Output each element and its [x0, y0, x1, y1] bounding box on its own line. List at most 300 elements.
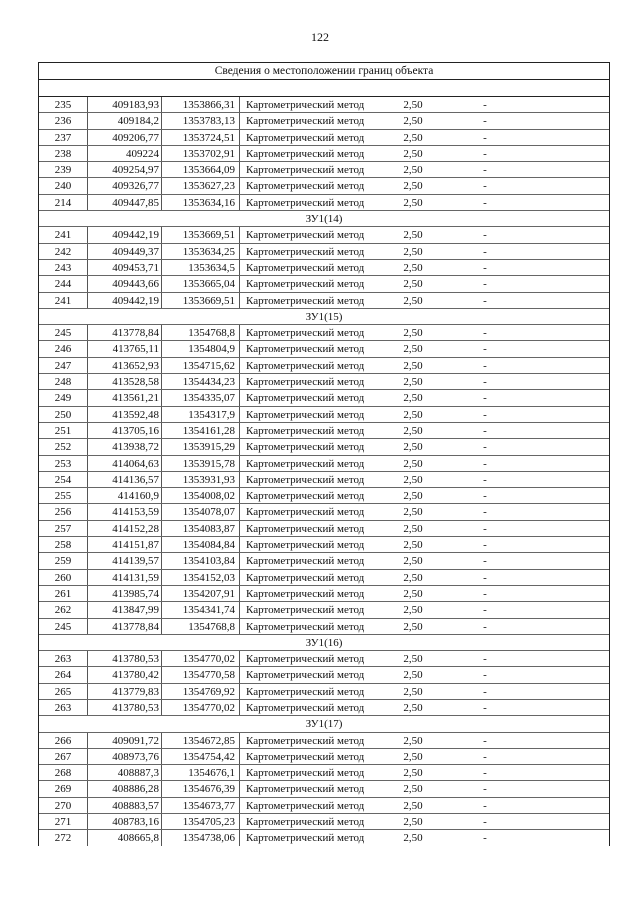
cell-method: Картометрический метод — [239, 113, 385, 128]
cell-method: Картометрический метод — [239, 374, 385, 389]
cell-point-number: 253 — [54, 457, 72, 470]
cell-coord-x: 414139,57 — [87, 553, 161, 568]
cell-accuracy: 2,50 — [403, 278, 423, 291]
cell-coord-x: 413592,48 — [87, 407, 161, 422]
cell-method: Картометрический метод — [239, 504, 385, 519]
cell-note: - — [483, 685, 487, 698]
section-label: ЗУ1(14) — [305, 213, 343, 226]
cell-note: - — [483, 99, 487, 111]
cell-coord-y: 1354317,9 — [161, 407, 239, 422]
cell-note: - — [483, 653, 487, 666]
cell-accuracy: 2,50 — [403, 245, 423, 258]
cell-point-number: 265 — [54, 685, 72, 698]
section-header-row — [39, 634, 609, 650]
cell-note: - — [483, 294, 487, 307]
cell-coord-y: 1353665,04 — [161, 276, 239, 291]
cell-coord-x: 413765,11 — [87, 341, 161, 356]
cell-coord-y: 1354673,77 — [161, 798, 239, 813]
cell-point-number: 272 — [54, 832, 72, 845]
cell-coord-y: 1353866,31 — [161, 97, 239, 112]
cell-note: - — [483, 424, 487, 437]
table-row — [39, 487, 609, 503]
cell-note: - — [483, 327, 487, 340]
cell-note: - — [483, 620, 487, 633]
cell-coord-x: 413705,16 — [87, 423, 161, 438]
cell-accuracy: 2,50 — [403, 147, 423, 160]
cell-note: - — [483, 180, 487, 193]
cell-point-number: 255 — [54, 490, 72, 503]
cell-coord-x: 408783,16 — [87, 814, 161, 829]
table-header-blank-row — [39, 80, 609, 96]
cell-accuracy: 2,50 — [403, 604, 423, 617]
cell-method: Картометрический метод — [239, 260, 385, 275]
table-row — [39, 455, 609, 471]
cell-coord-x: 413780,42 — [87, 667, 161, 682]
cell-point-number: 242 — [54, 245, 72, 258]
cell-accuracy: 2,50 — [403, 539, 423, 552]
cell-note: - — [483, 734, 487, 747]
cell-coord-x: 409453,71 — [87, 260, 161, 275]
cell-coord-x: 409442,19 — [87, 227, 161, 242]
cell-coord-y: 1354161,28 — [161, 423, 239, 438]
table-row — [39, 357, 609, 373]
cell-coord-y: 1354152,03 — [161, 570, 239, 585]
cell-coord-y: 1354008,02 — [161, 488, 239, 503]
cell-accuracy: 2,50 — [403, 555, 423, 568]
cell-accuracy: 2,50 — [403, 750, 423, 763]
cell-note: - — [483, 457, 487, 470]
cell-accuracy: 2,50 — [403, 327, 423, 340]
cell-accuracy: 2,50 — [403, 490, 423, 503]
table-row — [39, 601, 609, 617]
cell-method: Картометрический метод — [239, 423, 385, 438]
cell-coord-y: 1353702,91 — [161, 146, 239, 161]
section-header-row — [39, 308, 609, 324]
table-row — [39, 536, 609, 552]
cell-coord-y: 1354738,06 — [161, 830, 239, 845]
cell-note: - — [483, 278, 487, 291]
cell-coord-x: 413847,99 — [87, 602, 161, 617]
cell-point-number: 237 — [54, 131, 72, 144]
cell-note: - — [483, 604, 487, 617]
cell-coord-x: 414160,9 — [87, 488, 161, 503]
cell-accuracy: 2,50 — [403, 473, 423, 486]
cell-coord-x: 414152,28 — [87, 521, 161, 536]
cell-coord-x: 409442,19 — [87, 293, 161, 308]
cell-coord-x: 414151,87 — [87, 537, 161, 552]
cell-note: - — [483, 750, 487, 763]
cell-coord-y: 1353915,29 — [161, 439, 239, 454]
section-label: ЗУ1(15) — [305, 310, 343, 323]
cell-coord-y: 1354754,42 — [161, 749, 239, 764]
table-row — [39, 194, 609, 210]
cell-method: Картометрический метод — [239, 439, 385, 454]
cell-point-number: 248 — [54, 376, 72, 389]
cell-point-number: 258 — [54, 539, 72, 552]
cell-method: Картометрический метод — [239, 227, 385, 242]
cell-method: Картометрический метод — [239, 456, 385, 471]
table-row — [39, 96, 609, 112]
cell-accuracy: 2,50 — [403, 522, 423, 535]
cell-point-number: 252 — [54, 441, 72, 454]
cell-point-number: 270 — [54, 799, 72, 812]
cell-coord-y: 1354770,02 — [161, 700, 239, 715]
section-label: ЗУ1(17) — [305, 718, 343, 731]
cell-note: - — [483, 816, 487, 829]
table-row — [39, 129, 609, 145]
cell-point-number: 243 — [54, 261, 72, 274]
cell-coord-y: 1353634,5 — [161, 260, 239, 275]
table-body — [39, 96, 609, 846]
cell-coord-y: 1354078,07 — [161, 504, 239, 519]
cell-note: - — [483, 147, 487, 160]
table-row — [39, 243, 609, 259]
section-header-row — [39, 210, 609, 226]
table-row — [39, 552, 609, 568]
cell-note: - — [483, 196, 487, 209]
cell-coord-x: 413528,58 — [87, 374, 161, 389]
cell-coord-y: 1354341,74 — [161, 602, 239, 617]
table-row — [39, 161, 609, 177]
cell-note: - — [483, 473, 487, 486]
cell-coord-y: 1353634,25 — [161, 244, 239, 259]
cell-note: - — [483, 506, 487, 519]
cell-coord-x: 408973,76 — [87, 749, 161, 764]
cell-accuracy: 2,50 — [403, 131, 423, 144]
cell-accuracy: 2,50 — [403, 506, 423, 519]
cell-point-number: 236 — [54, 115, 72, 128]
table-row — [39, 829, 609, 845]
cell-point-number: 267 — [54, 750, 72, 763]
cell-coord-x: 409224 — [87, 146, 161, 161]
cell-accuracy: 2,50 — [403, 799, 423, 812]
table-row — [39, 732, 609, 748]
cell-method: Картометрический метод — [239, 97, 385, 112]
cell-note: - — [483, 343, 487, 356]
cell-point-number: 249 — [54, 392, 72, 405]
cell-coord-y: 1354768,8 — [161, 619, 239, 634]
cell-point-number: 241 — [54, 294, 72, 307]
table-row — [39, 177, 609, 193]
cell-accuracy: 2,50 — [403, 115, 423, 128]
cell-accuracy: 2,50 — [403, 767, 423, 780]
cell-method: Картометрический метод — [239, 553, 385, 568]
cell-note: - — [483, 555, 487, 568]
cell-coord-x: 408886,28 — [87, 781, 161, 796]
table-row — [39, 650, 609, 666]
cell-coord-y: 1354715,62 — [161, 358, 239, 373]
section-header-row — [39, 715, 609, 731]
cell-coord-y: 1354084,84 — [161, 537, 239, 552]
cell-coord-y: 1354769,92 — [161, 684, 239, 699]
cell-method: Картометрический метод — [239, 749, 385, 764]
cell-coord-x: 413778,84 — [87, 325, 161, 340]
cell-coord-x: 409326,77 — [87, 178, 161, 193]
cell-method: Картометрический метод — [239, 830, 385, 845]
cell-note: - — [483, 408, 487, 421]
cell-method: Картометрический метод — [239, 521, 385, 536]
cell-coord-x: 409254,97 — [87, 162, 161, 177]
cell-coord-y: 1354676,39 — [161, 781, 239, 796]
table-row — [39, 748, 609, 764]
cell-method: Картометрический метод — [239, 162, 385, 177]
table-row — [39, 389, 609, 405]
cell-accuracy: 2,50 — [403, 180, 423, 193]
cell-coord-x: 409184,2 — [87, 113, 161, 128]
cell-point-number: 247 — [54, 359, 72, 372]
cell-note: - — [483, 669, 487, 682]
cell-point-number: 266 — [54, 734, 72, 747]
cell-point-number: 244 — [54, 278, 72, 291]
cell-method: Картометрический метод — [239, 700, 385, 715]
table-row — [39, 780, 609, 796]
cell-method: Картометрический метод — [239, 602, 385, 617]
cell-coord-y: 1354672,85 — [161, 733, 239, 748]
table-row — [39, 422, 609, 438]
cell-coord-x: 413985,74 — [87, 586, 161, 601]
cell-method: Картометрический метод — [239, 341, 385, 356]
cell-coord-y: 1354705,23 — [161, 814, 239, 829]
cell-point-number: 269 — [54, 783, 72, 796]
cell-coord-y: 1354770,02 — [161, 651, 239, 666]
table-row — [39, 503, 609, 519]
cell-accuracy: 2,50 — [403, 261, 423, 274]
cell-point-number: 259 — [54, 555, 72, 568]
cell-method: Картометрический метод — [239, 358, 385, 373]
cell-coord-x: 408887,3 — [87, 765, 161, 780]
cell-coord-x: 409183,93 — [87, 97, 161, 112]
cell-coord-y: 1354207,91 — [161, 586, 239, 601]
cell-coord-x: 409449,37 — [87, 244, 161, 259]
cell-coord-y: 1353669,51 — [161, 293, 239, 308]
cell-coord-x: 414131,59 — [87, 570, 161, 585]
cell-note: - — [483, 539, 487, 552]
table-row — [39, 471, 609, 487]
cell-point-number: 260 — [54, 571, 72, 584]
cell-method: Картометрический метод — [239, 390, 385, 405]
cell-note: - — [483, 131, 487, 144]
cell-note: - — [483, 701, 487, 714]
cell-method: Картометрический метод — [239, 619, 385, 634]
cell-note: - — [483, 490, 487, 503]
cell-method: Картометрический метод — [239, 537, 385, 552]
cell-coord-x: 413779,83 — [87, 684, 161, 699]
cell-point-number: 245 — [54, 620, 72, 633]
table-title: Сведения о местоположении границ объекта — [39, 63, 609, 80]
cell-point-number: 268 — [54, 767, 72, 780]
cell-coord-x: 409447,85 — [87, 195, 161, 210]
cell-accuracy: 2,50 — [403, 294, 423, 307]
cell-method: Картометрический метод — [239, 570, 385, 585]
cell-accuracy: 2,50 — [403, 571, 423, 584]
table-row — [39, 569, 609, 585]
table-row — [39, 813, 609, 829]
cell-coord-x: 409206,77 — [87, 130, 161, 145]
cell-note: - — [483, 115, 487, 128]
cell-note: - — [483, 587, 487, 600]
table-row — [39, 520, 609, 536]
cell-point-number: 257 — [54, 522, 72, 535]
cell-coord-y: 1353915,78 — [161, 456, 239, 471]
table-row — [39, 112, 609, 128]
table-row — [39, 292, 609, 308]
cell-accuracy: 2,50 — [403, 669, 423, 682]
cell-coord-y: 1354676,1 — [161, 765, 239, 780]
cell-method: Картометрический метод — [239, 651, 385, 666]
cell-point-number: 256 — [54, 506, 72, 519]
cell-accuracy: 2,50 — [403, 587, 423, 600]
cell-accuracy: 2,50 — [403, 164, 423, 177]
page-number: 122 — [311, 30, 329, 44]
table-row — [39, 683, 609, 699]
cell-note: - — [483, 522, 487, 535]
cell-note: - — [483, 359, 487, 372]
cell-accuracy: 2,50 — [403, 832, 423, 845]
cell-point-number: 254 — [54, 473, 72, 486]
cell-accuracy: 2,50 — [403, 816, 423, 829]
cell-coord-x: 414064,63 — [87, 456, 161, 471]
cell-coord-x: 409443,66 — [87, 276, 161, 291]
cell-note: - — [483, 229, 487, 242]
cell-accuracy: 2,50 — [403, 783, 423, 796]
cell-method: Картометрический метод — [239, 488, 385, 503]
cell-coord-x: 413561,21 — [87, 390, 161, 405]
table-row — [39, 259, 609, 275]
cell-coord-y: 1353664,09 — [161, 162, 239, 177]
cell-method: Картометрический метод — [239, 733, 385, 748]
cell-coord-x: 413778,84 — [87, 619, 161, 634]
cell-coord-y: 1353783,13 — [161, 113, 239, 128]
cell-accuracy: 2,50 — [403, 376, 423, 389]
cell-method: Картометрический метод — [239, 325, 385, 340]
cell-accuracy: 2,50 — [403, 359, 423, 372]
cell-method: Картометрический метод — [239, 781, 385, 796]
cell-coord-x: 414153,59 — [87, 504, 161, 519]
cell-note: - — [483, 261, 487, 274]
cell-point-number: 263 — [54, 653, 72, 666]
cell-coord-y: 1354768,8 — [161, 325, 239, 340]
cell-coord-x: 413780,53 — [87, 651, 161, 666]
table-row — [39, 226, 609, 242]
cell-accuracy: 2,50 — [403, 408, 423, 421]
table-row — [39, 666, 609, 682]
cell-note: - — [483, 441, 487, 454]
section-label: ЗУ1(16) — [305, 636, 343, 649]
cell-note: - — [483, 164, 487, 177]
cell-coord-y: 1354335,07 — [161, 390, 239, 405]
table-row — [39, 145, 609, 161]
cell-note: - — [483, 799, 487, 812]
cell-accuracy: 2,50 — [403, 441, 423, 454]
cell-method: Картометрический метод — [239, 178, 385, 193]
cell-point-number: 250 — [54, 408, 72, 421]
cell-note: - — [483, 767, 487, 780]
table-row — [39, 618, 609, 634]
cell-point-number: 241 — [54, 229, 72, 242]
table-row — [39, 585, 609, 601]
cell-method: Картометрический метод — [239, 244, 385, 259]
cell-coord-y: 1353627,23 — [161, 178, 239, 193]
cell-method: Картометрический метод — [239, 195, 385, 210]
cell-coord-y: 1354103,84 — [161, 553, 239, 568]
cell-accuracy: 2,50 — [403, 196, 423, 209]
cell-method: Картометрический метод — [239, 814, 385, 829]
cell-coord-y: 1353669,51 — [161, 227, 239, 242]
cell-method: Картометрический метод — [239, 586, 385, 601]
table-row — [39, 340, 609, 356]
cell-point-number: 271 — [54, 816, 72, 829]
cell-method: Картометрический метод — [239, 798, 385, 813]
table-row — [39, 438, 609, 454]
cell-method: Картометрический метод — [239, 684, 385, 699]
cell-point-number: 261 — [54, 587, 72, 600]
cell-method: Картометрический метод — [239, 765, 385, 780]
cell-note: - — [483, 376, 487, 389]
cell-accuracy: 2,50 — [403, 653, 423, 666]
cell-accuracy: 2,50 — [403, 99, 423, 111]
cell-point-number: 238 — [54, 147, 72, 160]
cell-accuracy: 2,50 — [403, 734, 423, 747]
cell-method: Картометрический метод — [239, 276, 385, 291]
cell-method: Картометрический метод — [239, 293, 385, 308]
cell-point-number: 214 — [54, 196, 72, 209]
cell-coord-x: 413938,72 — [87, 439, 161, 454]
cell-coord-y: 1353724,51 — [161, 130, 239, 145]
cell-accuracy: 2,50 — [403, 457, 423, 470]
cell-point-number: 239 — [54, 164, 72, 177]
table-row — [39, 797, 609, 813]
cell-coord-y: 1354434,23 — [161, 374, 239, 389]
cell-note: - — [483, 783, 487, 796]
cell-point-number: 235 — [54, 99, 72, 111]
cell-point-number: 264 — [54, 669, 72, 682]
cell-note: - — [483, 832, 487, 845]
cell-coord-x: 408883,57 — [87, 798, 161, 813]
cell-accuracy: 2,50 — [403, 701, 423, 714]
cell-accuracy: 2,50 — [403, 424, 423, 437]
cell-method: Картометрический метод — [239, 667, 385, 682]
cell-note: - — [483, 245, 487, 258]
cell-note: - — [483, 571, 487, 584]
cell-point-number: 251 — [54, 424, 72, 437]
cell-coord-x: 413780,53 — [87, 700, 161, 715]
cell-accuracy: 2,50 — [403, 685, 423, 698]
cell-coord-x: 408665,8 — [87, 830, 161, 845]
cell-point-number: 246 — [54, 343, 72, 356]
cell-point-number: 245 — [54, 327, 72, 340]
cell-coord-y: 1354770,58 — [161, 667, 239, 682]
cell-accuracy: 2,50 — [403, 229, 423, 242]
cell-method: Картометрический метод — [239, 472, 385, 487]
cell-accuracy: 2,50 — [403, 343, 423, 356]
cell-point-number: 262 — [54, 604, 72, 617]
cell-accuracy: 2,50 — [403, 392, 423, 405]
table-row — [39, 324, 609, 340]
cell-coord-y: 1354083,87 — [161, 521, 239, 536]
cell-method: Картометрический метод — [239, 130, 385, 145]
cell-coord-x: 413652,93 — [87, 358, 161, 373]
cell-method: Картометрический метод — [239, 146, 385, 161]
cell-coord-x: 414136,57 — [87, 472, 161, 487]
cell-point-number: 263 — [54, 701, 72, 714]
cell-method: Картометрический метод — [239, 407, 385, 422]
cell-accuracy: 2,50 — [403, 620, 423, 633]
table-row — [39, 275, 609, 291]
cell-note: - — [483, 392, 487, 405]
cell-coord-y: 1353634,16 — [161, 195, 239, 210]
table-row — [39, 764, 609, 780]
cell-coord-y: 1354804,9 — [161, 341, 239, 356]
